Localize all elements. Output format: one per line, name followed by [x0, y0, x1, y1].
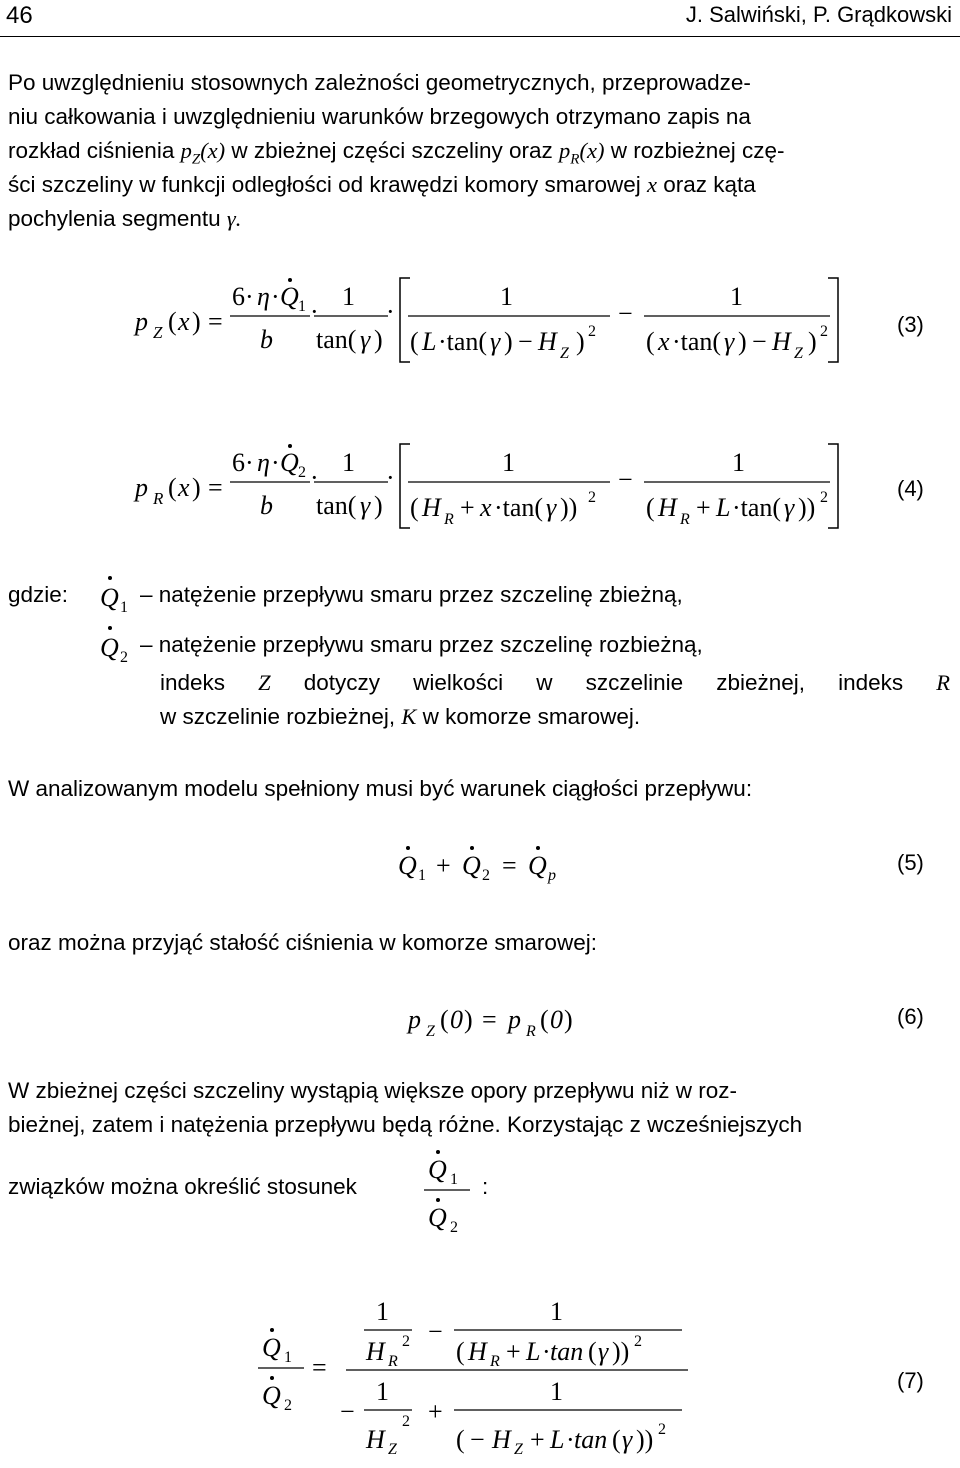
svg-text:γ: γ	[784, 493, 795, 522]
svg-text:·: ·	[310, 297, 319, 326]
svg-text:p: p	[508, 1005, 521, 1034]
svg-text:(: (	[612, 1425, 621, 1454]
svg-text:1: 1	[550, 1297, 563, 1326]
svg-text:+: +	[460, 493, 475, 522]
svg-text:(: (	[456, 1337, 465, 1366]
svg-text:tan: tan	[550, 1337, 584, 1366]
svg-text:2: 2	[820, 323, 828, 340]
svg-text:γ: γ	[360, 491, 371, 520]
definitions-label: gdzie:	[8, 582, 69, 607]
svg-text:=: =	[482, 1005, 497, 1034]
svg-text:L: L	[526, 1337, 541, 1366]
svg-text:·: ·	[386, 297, 395, 326]
svg-text:+: +	[506, 1337, 521, 1366]
svg-text:L: L	[716, 493, 731, 522]
svg-text:γ: γ	[546, 493, 557, 522]
q2-symbol	[100, 622, 140, 666]
svg-text:)): ))	[636, 1425, 654, 1454]
svg-text:H: H	[468, 1337, 487, 1366]
svg-text:·tan(: ·tan(	[672, 327, 722, 356]
equation-6	[390, 994, 610, 1044]
svg-text:H: H	[422, 493, 441, 522]
svg-text:Q: Q	[462, 851, 481, 880]
svg-text:tan: tan	[574, 1425, 608, 1454]
svg-text:H: H	[366, 1425, 385, 1454]
svg-text:1: 1	[450, 1171, 458, 1188]
pr-inline: $p_R(x)$	[559, 138, 605, 168]
svg-text:(: (	[440, 1005, 449, 1034]
svg-text:p: p	[548, 867, 556, 884]
intro-line-1: Po uwzględnieniu stosownych zależności geometrycznych, przeprowadze-	[8, 70, 751, 95]
svg-text:(: (	[410, 493, 419, 522]
intro-line-4: ści szczeliny w funkcji odległości od krawędzi komory smarowej x oraz kąta	[8, 172, 756, 197]
svg-text:Q: Q	[428, 1155, 447, 1184]
svg-text:H: H	[366, 1337, 385, 1366]
svg-text:γ: γ	[622, 1425, 633, 1454]
svg-text:Q: Q	[398, 851, 417, 880]
svg-text:·: ·	[566, 1425, 575, 1454]
svg-text:x: x	[658, 327, 670, 356]
svg-text:H: H	[538, 327, 557, 356]
svg-text:2: 2	[450, 1219, 458, 1236]
svg-text:x: x	[178, 307, 190, 336]
equation-4	[120, 436, 860, 536]
svg-text:+: +	[436, 851, 451, 880]
svg-text:R: R	[526, 1023, 536, 1040]
svg-text:(: (	[168, 307, 177, 336]
svg-text:0: 0	[550, 1005, 563, 1034]
svg-text:): )	[738, 327, 747, 356]
svg-text:+: +	[530, 1425, 545, 1454]
svg-text:p: p	[135, 473, 148, 502]
svg-text:(: (	[646, 327, 655, 356]
svg-text:)): ))	[560, 493, 578, 522]
svg-text:Q: Q	[262, 1381, 281, 1410]
svg-text:2: 2	[482, 867, 490, 884]
svg-text:1: 1	[550, 1377, 563, 1406]
svg-text:=: =	[208, 307, 223, 336]
svg-text:R: R	[680, 511, 690, 528]
ratio-line-2: bieżnej, zatem i natężenia przepływu będą różne. Korzystając z wcześniejszych	[8, 1112, 803, 1137]
equation-5	[390, 838, 610, 888]
svg-text:): )	[192, 473, 201, 502]
svg-text:tan(: tan(	[316, 325, 357, 354]
svg-text:Q: Q	[280, 282, 299, 311]
svg-text:γ: γ	[490, 327, 501, 356]
svg-text:·: ·	[310, 463, 319, 492]
svg-text:H: H	[772, 327, 791, 356]
svg-text:=: =	[312, 1353, 327, 1382]
svg-text:Q: Q	[428, 1203, 447, 1232]
svg-text:·: ·	[542, 1337, 551, 1366]
svg-text:1: 1	[298, 298, 306, 315]
svg-text:0: 0	[450, 1005, 463, 1034]
svg-text:2: 2	[298, 464, 306, 481]
running-authors: J. Salwiński, P. Grądkowski	[685, 2, 952, 27]
svg-text:): )	[192, 307, 201, 336]
svg-text:L: L	[550, 1425, 565, 1454]
svg-text:(: (	[410, 327, 419, 356]
svg-text:): )	[464, 1005, 473, 1034]
svg-text:=: =	[502, 851, 517, 880]
index-note-line-2: w szczelinie rozbieżnej, K w komorze smarowej.	[160, 704, 641, 729]
svg-text:Q: Q	[528, 851, 547, 880]
equation-6-number: (6)	[897, 1004, 924, 1029]
svg-text:p: p	[135, 307, 148, 336]
equation-5-number: (5)	[897, 850, 924, 875]
q2-definition: – natężenie przepływu smaru przez szczelinę rozbieżną,	[140, 632, 703, 657]
svg-text:(: (	[646, 493, 655, 522]
svg-text:−: −	[618, 299, 633, 328]
svg-text:1: 1	[342, 282, 355, 311]
page-number: 46	[6, 2, 33, 29]
svg-text:1: 1	[502, 448, 515, 477]
svg-text:): )	[576, 327, 585, 356]
svg-text:−: −	[340, 1397, 355, 1426]
inline-ratio-fraction	[420, 1146, 480, 1236]
svg-text:−: −	[518, 327, 533, 356]
svg-text:−: −	[752, 327, 767, 356]
ratio-line-3: związków można określić stosunek	[8, 1174, 357, 1199]
svg-text:(: (	[540, 1005, 549, 1034]
svg-text:2: 2	[588, 489, 596, 506]
svg-text:γ: γ	[724, 327, 735, 356]
q1-symbol	[100, 572, 140, 616]
svg-text:x: x	[480, 493, 492, 522]
svg-text:): )	[504, 327, 513, 356]
svg-text:Q: Q	[280, 448, 299, 477]
svg-text:H: H	[658, 493, 677, 522]
svg-text:)): ))	[612, 1337, 630, 1366]
svg-text:1: 1	[284, 1349, 292, 1366]
svg-text:R: R	[153, 489, 164, 508]
svg-text:p: p	[408, 1005, 421, 1034]
svg-text:Z: Z	[514, 1441, 523, 1458]
svg-text:Q: Q	[262, 1333, 281, 1362]
svg-text:γ: γ	[598, 1337, 609, 1366]
svg-text:): )	[374, 491, 383, 520]
svg-text:)): ))	[798, 493, 816, 522]
svg-text:Z: Z	[153, 323, 163, 342]
svg-text:): )	[808, 327, 817, 356]
intro-line-5: pochylenia segmentu γ.	[8, 206, 242, 231]
svg-text:(: (	[456, 1425, 465, 1454]
svg-text:1: 1	[376, 1297, 389, 1326]
continuity-sentence: W analizowanym modelu spełniony musi być warunek ciągłości przepływu:	[8, 776, 753, 801]
ratio-line-1: W zbieżnej części szczeliny wystąpią większe opory przepływu niż w roz-	[8, 1078, 737, 1103]
svg-text:−: −	[428, 1317, 443, 1346]
intro-line-3b: w zbieżnej części szczeliny oraz	[225, 138, 560, 163]
svg-text:+: +	[428, 1397, 443, 1426]
svg-text:6·: 6·	[232, 448, 254, 477]
svg-text:Q: Q	[100, 583, 119, 612]
index-note-line-1: indeks Z dotyczy wielkości w szczelinie zbieżnej, indeks R	[160, 670, 950, 695]
equation-3	[120, 270, 860, 370]
svg-text:−: −	[618, 465, 633, 494]
svg-text:2: 2	[820, 489, 828, 506]
intro-line-3c: w rozbieżnej czę-	[604, 138, 785, 163]
svg-text:R: R	[444, 511, 454, 528]
svg-text:η: η	[257, 448, 270, 477]
svg-text:2: 2	[588, 323, 596, 340]
svg-text:2: 2	[658, 1421, 666, 1438]
svg-text:R: R	[490, 1353, 500, 1370]
ratio-colon: :	[482, 1174, 489, 1199]
svg-text:η: η	[257, 282, 270, 311]
svg-text:Z: Z	[388, 1441, 397, 1458]
svg-text:x: x	[178, 473, 190, 502]
svg-text:·tan(: ·tan(	[438, 327, 488, 356]
svg-text:1: 1	[730, 282, 743, 311]
svg-text:Z: Z	[560, 345, 569, 362]
running-header	[0, 0, 960, 37]
equation-3-number: (3)	[897, 312, 924, 337]
svg-text:(: (	[588, 1337, 597, 1366]
svg-text:−: −	[470, 1425, 485, 1454]
svg-text:·: ·	[386, 463, 395, 492]
pressure-sentence: oraz można przyjąć stałość ciśnienia w komorze smarowej:	[8, 930, 597, 955]
intro-line-2: niu całkowania i uwzględnieniu warunków brzegowych otrzymano zapis na	[8, 104, 751, 129]
svg-text:1: 1	[732, 448, 745, 477]
svg-text:): )	[374, 325, 383, 354]
svg-text:Z: Z	[794, 345, 803, 362]
svg-text:·: ·	[271, 448, 280, 477]
svg-text:2: 2	[120, 649, 128, 666]
pz-inline: $p_Z(x)$	[180, 138, 226, 168]
equation-7	[250, 1290, 710, 1465]
svg-text:b: b	[260, 491, 273, 520]
svg-text:·tan(: ·tan(	[732, 493, 782, 522]
svg-text:+: +	[696, 493, 711, 522]
svg-text:H: H	[492, 1425, 511, 1454]
svg-text:=: =	[208, 473, 223, 502]
svg-text:2: 2	[284, 1397, 292, 1414]
svg-text:·: ·	[271, 282, 280, 311]
svg-text:1: 1	[418, 867, 426, 884]
svg-text:1: 1	[120, 599, 128, 616]
intro-line-3a: rozkład ciśnienia	[8, 138, 181, 163]
equation-7-number: (7)	[897, 1368, 924, 1393]
svg-text:L: L	[422, 327, 437, 356]
equation-4-number: (4)	[897, 476, 924, 501]
svg-text:1: 1	[342, 448, 355, 477]
svg-text:1: 1	[500, 282, 513, 311]
q1-definition: – natężenie przepływu smaru przez szczelinę zbieżną,	[140, 582, 683, 607]
svg-text:γ: γ	[360, 325, 371, 354]
svg-text:tan(: tan(	[316, 491, 357, 520]
svg-text:(: (	[168, 473, 177, 502]
svg-text:2: 2	[402, 1333, 410, 1350]
svg-text:Z: Z	[426, 1023, 435, 1040]
svg-text:b: b	[260, 325, 273, 354]
svg-text:6·: 6·	[232, 282, 254, 311]
svg-text:Q: Q	[100, 633, 119, 662]
svg-text:1: 1	[376, 1377, 389, 1406]
svg-text:2: 2	[634, 1333, 642, 1350]
svg-text:·tan(: ·tan(	[494, 493, 544, 522]
svg-text:R: R	[388, 1353, 398, 1370]
svg-text:): )	[564, 1005, 573, 1034]
svg-text:2: 2	[402, 1413, 410, 1430]
